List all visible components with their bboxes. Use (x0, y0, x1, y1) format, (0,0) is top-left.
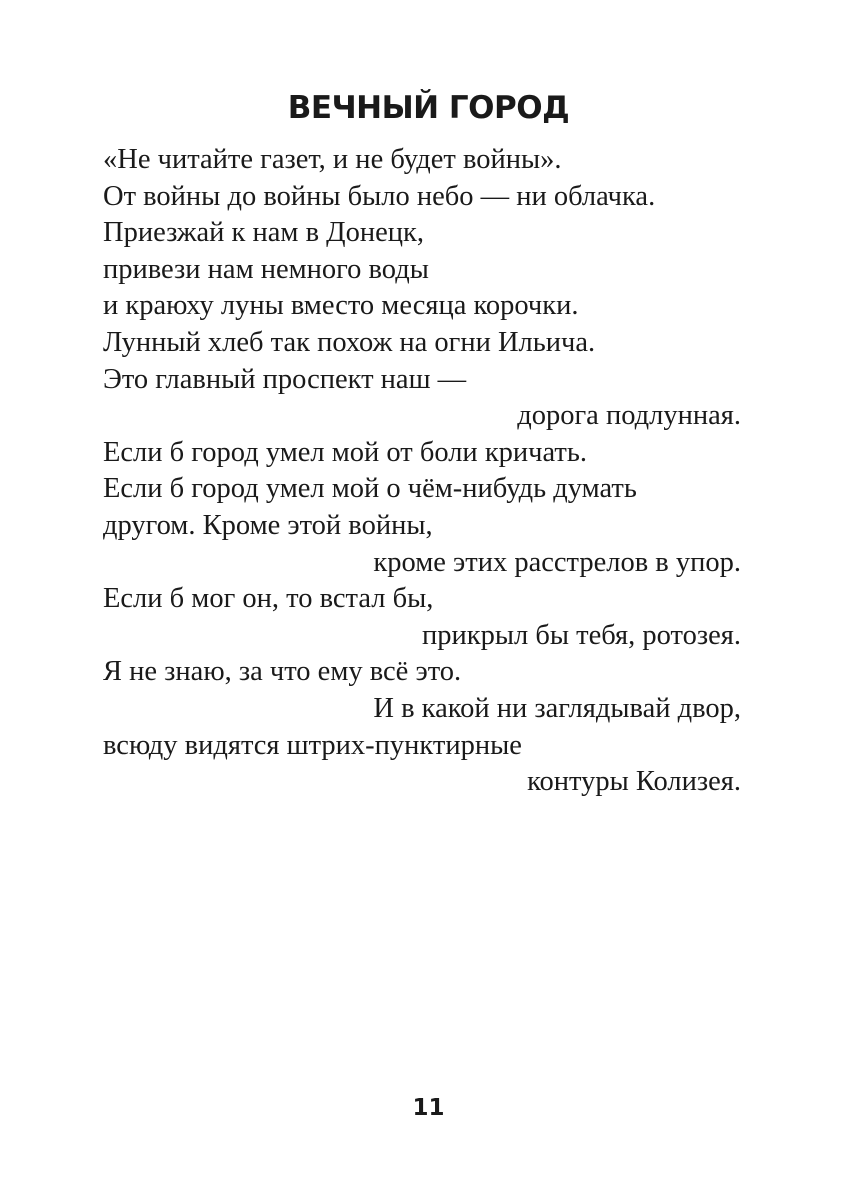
poem-line: другом. Кроме этой войны, (103, 509, 433, 541)
poem-line: всюду видятся штрих-пунктирные (103, 729, 522, 761)
poem-line: дорога подлунная. (517, 400, 741, 432)
poem-line: и краюху луны вместо месяца корочки. (103, 290, 579, 322)
poem-line: привези нам немного воды (103, 253, 429, 285)
poem-line: Лунный хлеб так похож на огни Ильича. (103, 326, 596, 358)
page-number: 11 (412, 1095, 445, 1121)
poem-line: Это главный проспект наш — (103, 363, 467, 395)
poem-line: Если б город умел мой от боли кричать. (103, 436, 587, 468)
poem-line: Я не знаю, за что ему всё это. (103, 656, 462, 688)
poem-line: Если б мог он, то встал бы, (103, 583, 434, 615)
poem-line: контуры Колизея. (527, 766, 741, 798)
poem-line: От войны до войны было небо — ни облачка. (103, 180, 656, 212)
poem-line: Если б город умел мой о чём-нибудь думать (103, 473, 637, 505)
poem-line: кроме этих расстрелов в упор. (373, 546, 741, 578)
poem-title: ВЕЧНЫЙ ГОРОД (287, 90, 570, 126)
poem-text (103, 142, 741, 801)
poem-line: Приезжай к нам в Донецк, (103, 217, 424, 249)
poem-line: «Не читайте газет, и не будет войны». (103, 144, 562, 175)
poem-line: прикрыл бы тебя, ротозея. (422, 619, 741, 651)
poem-line: И в какой ни заглядывай двор, (373, 692, 741, 724)
